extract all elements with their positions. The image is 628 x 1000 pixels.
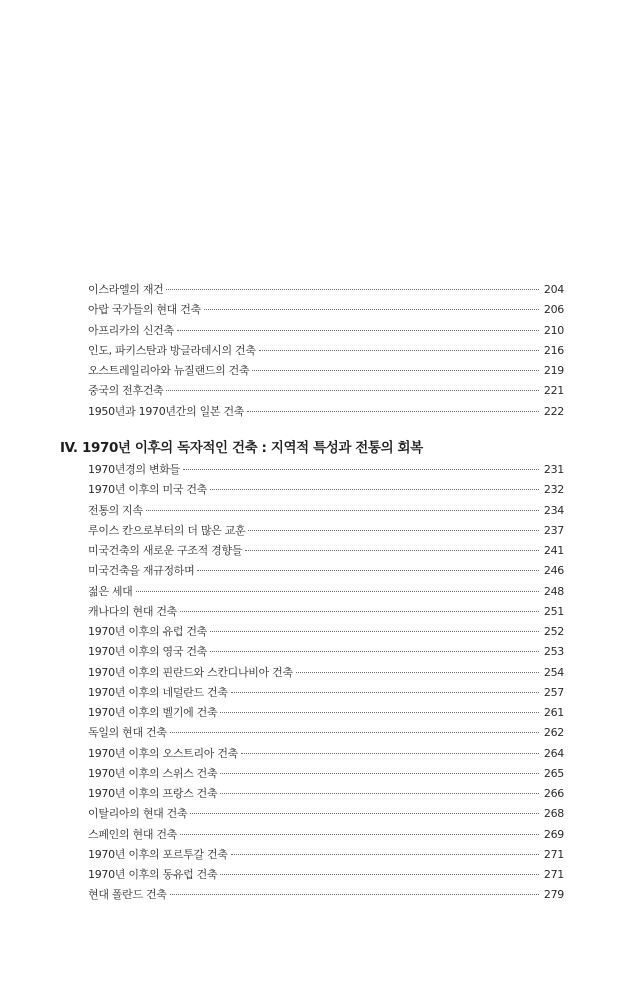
toc-entry (88, 521, 564, 541)
toc-entry-title: 1970년 이후의 유럽 건축 (88, 625, 207, 638)
toc-entry-title: 루이스 칸으로부터의 더 많은 교훈 (88, 523, 246, 537)
toc-entry-title: 1970년 이후의 미국 건축 (88, 483, 207, 497)
dot-leader (170, 894, 539, 895)
dot-leader (146, 510, 539, 511)
toc-entry-page: 241 (543, 544, 564, 557)
dot-leader (220, 712, 539, 713)
dot-leader (259, 350, 539, 351)
toc-entry-title: 인도, 파키스탄과 방글라데시의 건축 (88, 343, 256, 357)
dot-leader (231, 692, 539, 693)
toc-entry-page: 265 (543, 766, 564, 780)
toc-entry-title: 미국건축의 새로운 구조적 경향들 (88, 544, 243, 557)
toc-entry-title: 아랍 국가들의 현대 건축 (88, 303, 201, 317)
dot-leader (210, 651, 539, 652)
toc-entry-title: 이스라엘의 재건 (88, 283, 164, 296)
toc-entry-title: 젊은 세대 (88, 584, 133, 598)
section-heading: IV. 1970년 이후의 독자적인 건축 : 지역적 특성과 전통의 회복 (60, 440, 423, 456)
toc-entry (88, 683, 564, 703)
toc-entry (88, 561, 564, 581)
toc-entry-title: 1970년 이후의 영국 건축 (88, 645, 207, 659)
toc-entry-title: 캐나다의 현대 건축 (88, 604, 178, 618)
toc-entry-page: 266 (543, 787, 564, 800)
toc-entry-page: 254 (543, 665, 564, 679)
toc-entry-title: 아프리카의 신건축 (88, 323, 174, 337)
toc-entry-page: 271 (543, 868, 564, 881)
toc-entry-page: 257 (543, 685, 564, 699)
toc-entry (88, 845, 564, 865)
toc-entry-title: 1970년 이후의 네덜란드 건축 (88, 685, 228, 699)
dot-leader (247, 411, 539, 412)
dot-leader (166, 289, 539, 290)
toc-entry (88, 764, 564, 784)
toc-entry (88, 582, 564, 602)
toc-entry-page: 210 (543, 323, 564, 337)
dot-leader (204, 309, 539, 310)
toc-entry-page: 268 (543, 807, 564, 821)
dot-leader (170, 732, 539, 733)
dot-leader (210, 631, 539, 632)
toc-entry-page: 216 (543, 343, 564, 357)
toc-entry-title: 미국건축을 재규정하며 (88, 564, 195, 578)
dot-leader (231, 854, 539, 855)
toc-entry-page: 219 (543, 364, 564, 377)
dot-leader (183, 469, 539, 470)
toc-entry-title: 스페인의 현대 건축 (88, 827, 178, 841)
dot-leader (245, 550, 539, 551)
toc-entry (88, 825, 564, 845)
toc-entry (88, 622, 564, 642)
toc-entry-page: 248 (543, 584, 564, 598)
toc-entry (88, 703, 564, 723)
toc-entry-title: 1970년 이후의 오스트리아 건축 (88, 746, 238, 760)
toc-entry-title: 오스트레일리아와 뉴질랜드의 건축 (88, 364, 250, 377)
dot-leader (220, 793, 539, 794)
toc-entry (88, 642, 564, 662)
toc-entry (88, 341, 564, 361)
toc-entry-title: 1970년 이후의 핀란드와 스칸디나비아 건축 (88, 665, 293, 679)
toc-entry-page: 251 (543, 604, 564, 618)
toc-entry-page: 237 (543, 523, 564, 537)
dot-leader (252, 370, 539, 371)
toc-entry-page: 222 (543, 404, 564, 418)
toc-entry-page: 252 (543, 625, 564, 638)
dot-leader (197, 570, 539, 571)
dot-leader (190, 813, 539, 814)
toc-entry-page: 271 (543, 847, 564, 861)
toc-entry-title: 1970년경의 변화들 (88, 463, 180, 476)
dot-leader (180, 611, 539, 612)
toc-entry-page: 279 (543, 888, 564, 902)
toc-list-part1 (88, 280, 564, 422)
toc-entry (88, 280, 564, 300)
toc-entry-title: 중국의 전후건축 (88, 384, 164, 398)
toc-entry (88, 541, 564, 561)
toc-entry-title: 이탈리아의 현대 건축 (88, 807, 188, 821)
toc-entry-page: 232 (543, 483, 564, 497)
toc-entry (88, 663, 564, 683)
toc-entry-page: 264 (543, 746, 564, 760)
toc-entry-title: 1970년 이후의 프랑스 건축 (88, 787, 218, 800)
dot-leader (136, 591, 539, 592)
dot-leader (177, 330, 539, 331)
dot-leader (166, 390, 539, 391)
toc-entry-page: 204 (543, 283, 564, 296)
toc-entry-page: 253 (543, 645, 564, 659)
toc-entry (88, 381, 564, 401)
toc-entry (88, 361, 564, 381)
toc-entry-page: 206 (543, 303, 564, 317)
toc-entry (88, 460, 564, 480)
toc-entry-title: 독일의 현대 건축 (88, 726, 167, 740)
toc-entry (88, 501, 564, 521)
toc-entry-title: 1970년 이후의 동유럽 건축 (88, 868, 218, 881)
toc-entry (88, 804, 564, 824)
dot-leader (248, 530, 539, 531)
dot-leader (210, 489, 539, 490)
dot-leader (220, 874, 539, 875)
toc-entry-title: 전통의 지속 (88, 503, 143, 517)
toc-entry-page: 262 (543, 726, 564, 740)
toc-entry-title: 현대 폴란드 건축 (88, 888, 167, 902)
toc-entry-page: 246 (543, 564, 564, 578)
toc-entry-page: 261 (543, 706, 564, 719)
toc-entry-title: 1970년 이후의 스위스 건축 (88, 766, 218, 780)
toc-entry-title: 1970년 이후의 포르투갈 건축 (88, 847, 228, 861)
toc-list-part2 (88, 460, 564, 906)
toc-entry (88, 744, 564, 764)
toc-entry-title: 1970년 이후의 벨기에 건축 (88, 706, 218, 719)
toc-entry (88, 300, 564, 320)
toc-entry (88, 784, 564, 804)
toc-entry-page: 221 (543, 384, 564, 398)
dot-leader (241, 753, 539, 754)
toc-entry-page: 234 (543, 503, 564, 517)
toc-entry (88, 723, 564, 743)
toc-entry (88, 885, 564, 905)
dot-leader (220, 773, 539, 774)
toc-entry (88, 865, 564, 885)
dot-leader (296, 672, 539, 673)
toc-entry (88, 602, 564, 622)
toc-entry-title: 1950년과 1970년간의 일본 건축 (88, 404, 245, 418)
toc-entry (88, 402, 564, 422)
toc-entry-page: 231 (543, 463, 564, 476)
toc-entry (88, 321, 564, 341)
toc-entry (88, 480, 564, 500)
dot-leader (180, 834, 539, 835)
toc-entry-page: 269 (543, 827, 564, 841)
